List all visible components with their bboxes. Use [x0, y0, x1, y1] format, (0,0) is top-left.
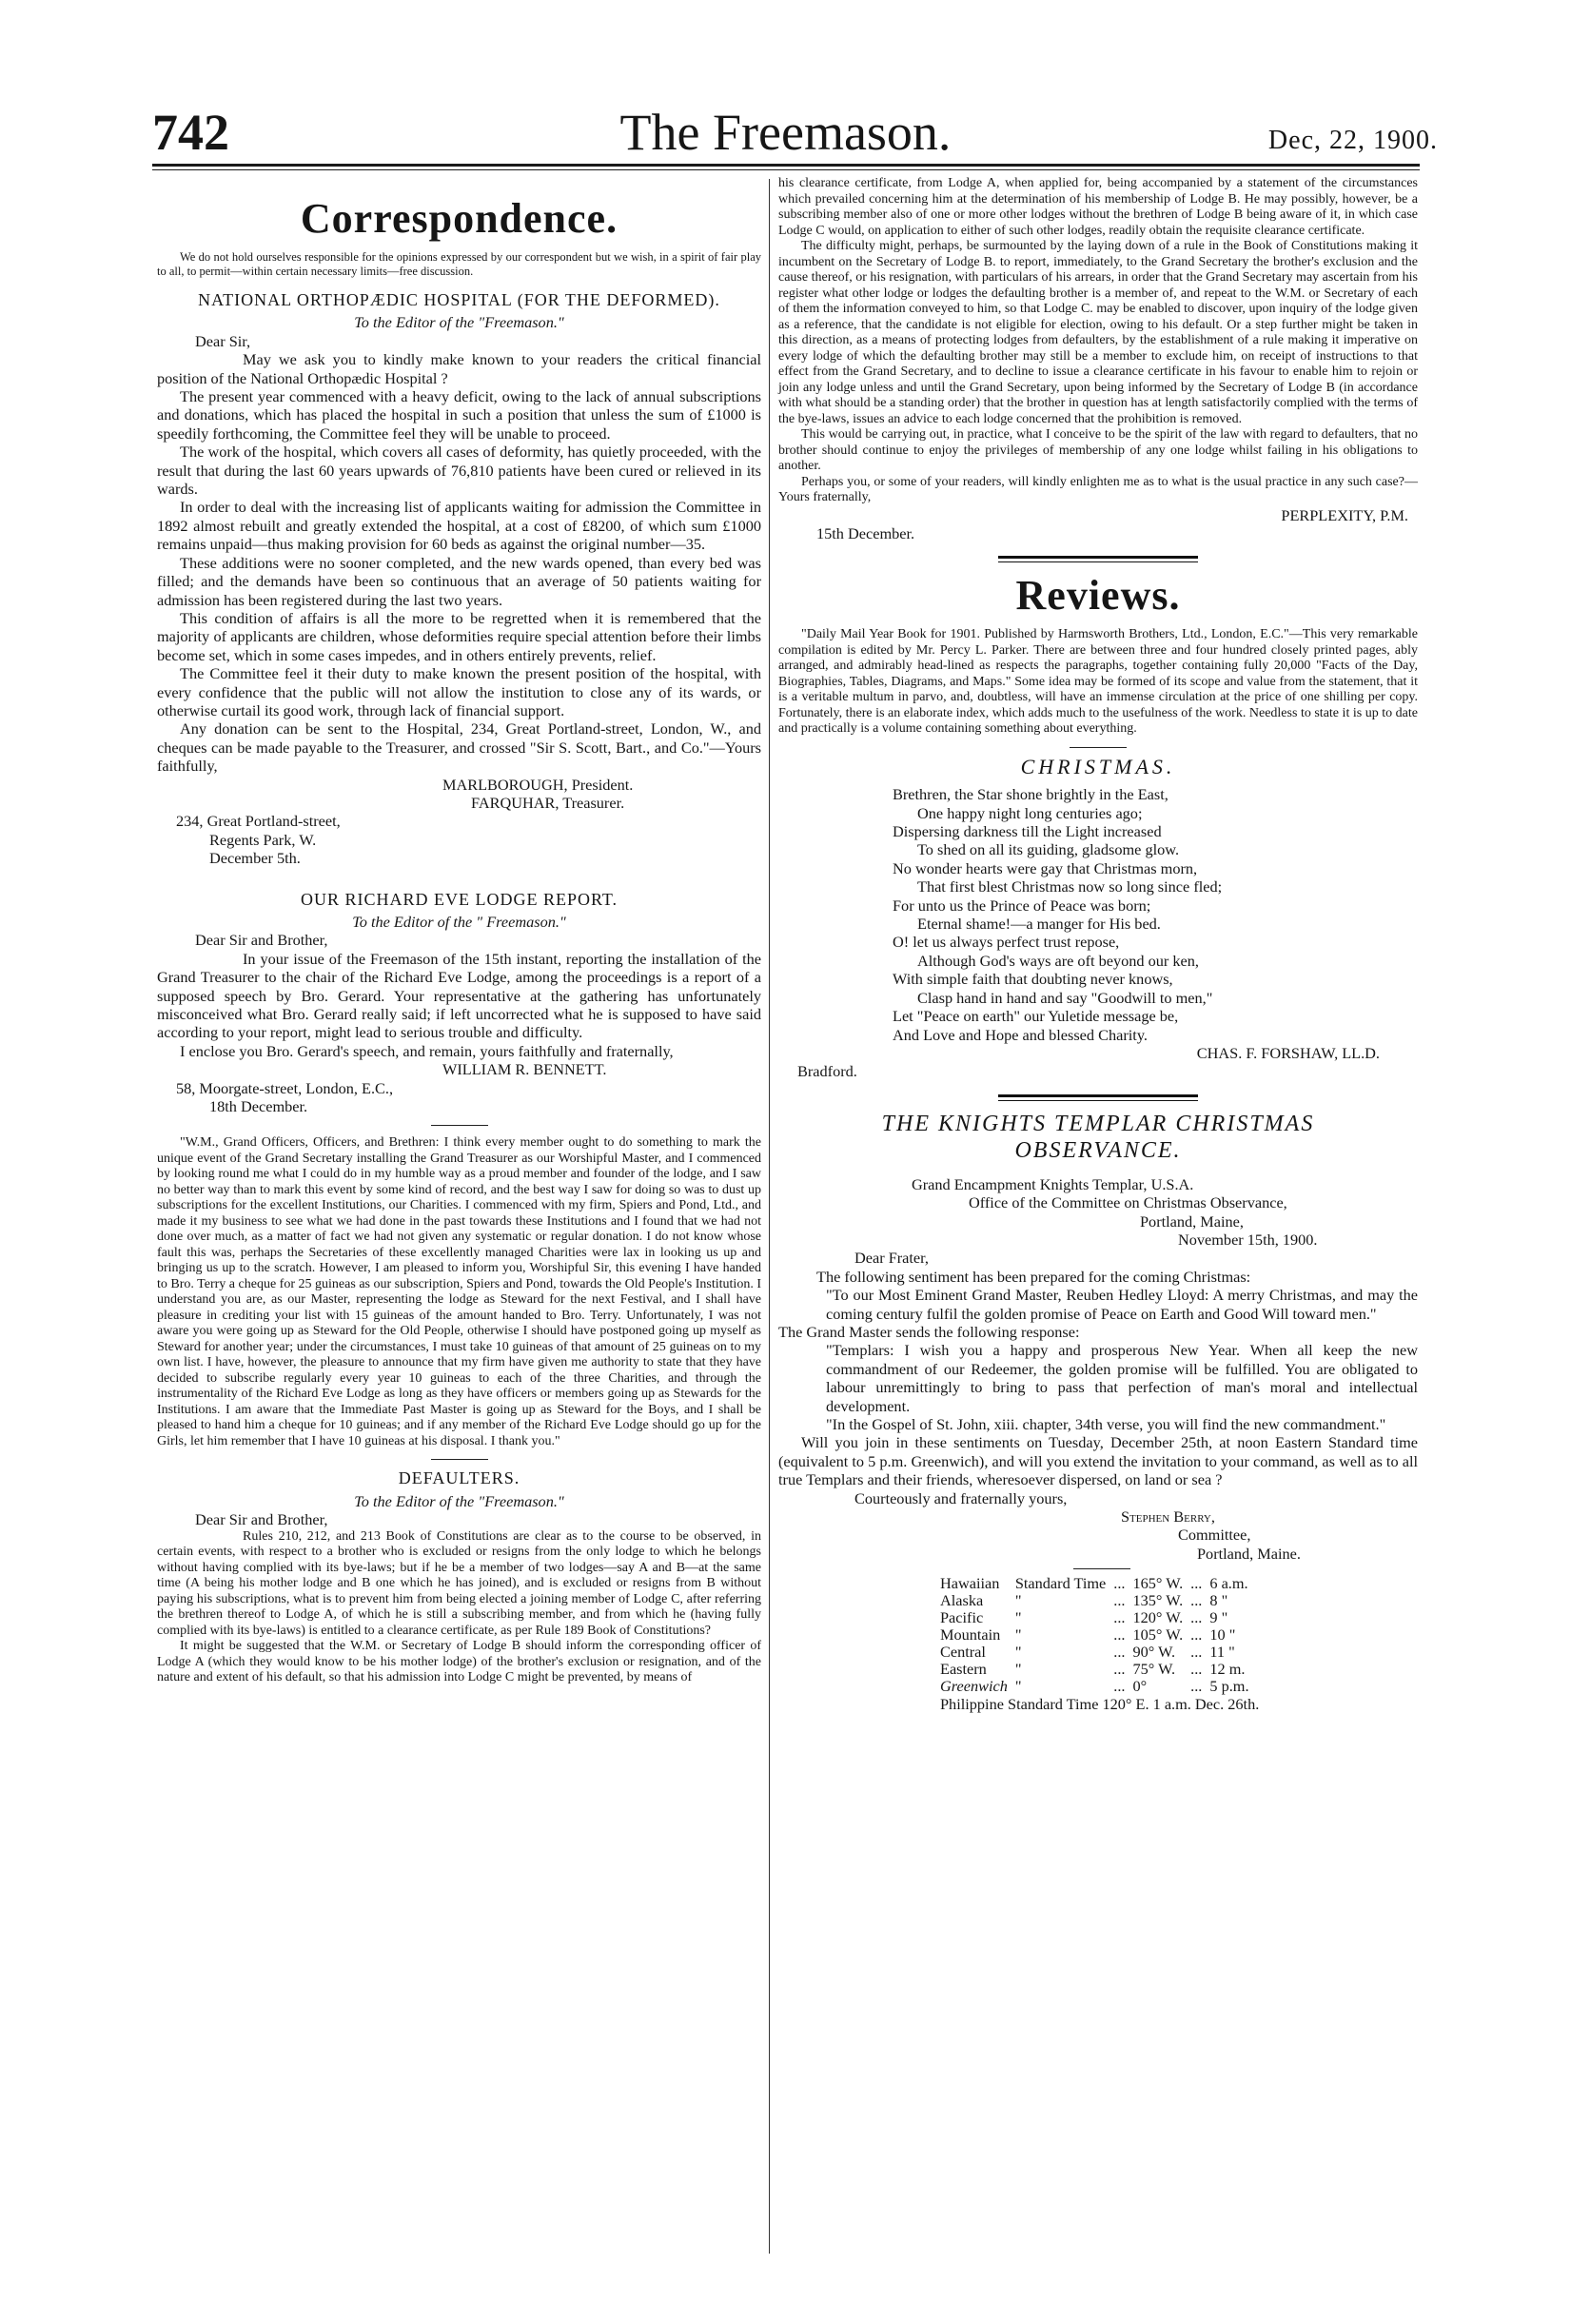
letter-date: November 15th, 1900.	[1178, 1230, 1318, 1249]
leader-dots: ...	[1113, 1643, 1126, 1662]
header-rule-thin	[152, 169, 1420, 170]
time-zone-rows	[940, 1575, 1257, 1695]
poem	[778, 785, 1418, 1044]
poem-author: CHAS. F. FORSHAW, LL.D.	[1196, 1043, 1380, 1062]
leader-dots: ...	[1113, 1608, 1126, 1627]
leader-dots: ...	[1113, 1660, 1126, 1679]
leader-dots: ...	[1113, 1591, 1126, 1610]
time-zone-label: "	[1014, 1643, 1022, 1662]
quote: "To our Most Eminent Grand Master, Reuben Hedley Lloyd: A merry Christmas, and may the coming century fulfil the golden promise of Peace on Earth and Good Will toward men."	[826, 1286, 1418, 1323]
quote: "In the Gospel of St. John, xiii. chapter, 34th verse, you will find the new commandment."	[826, 1415, 1386, 1433]
time-zone-row	[940, 1592, 1257, 1609]
poem-line: With simple faith that doubting never knows,	[893, 970, 1173, 989]
poem-line: That first blest Christmas now so long since fled;	[917, 877, 1223, 896]
column-divider	[769, 179, 770, 2254]
poem-line: For unto us the Prince of Peace was born;	[893, 896, 1151, 915]
poem-line: Eternal shame!—a manger for His bed.	[917, 915, 1161, 934]
time-zone-longitude: 135° W.	[1132, 1591, 1184, 1610]
paragraph: Rules 210, 212, and 213 Book of Constitutions are clear as to the course to be observed, in certain events, with respect to a brother who is excluded or resigns from the only lodge to which he belongs without having complied with its bye-laws; but if he be a member of two lodges—say A and B—at the same time (A being his mother lodge and B one which he has joined), and is excluded or resigns from B without paying his subscriptions, what is to prevent him from being elected a joining member of Lodge C, after referring the brethren thereof to Lodge A, of which he is still a subscribing member, and from which he (having fully complied with its bye-laws) is entitled to a clearance certificate, as per Rule 189 Book of Constitutions?	[157, 1528, 761, 1638]
philippine-time: Philippine Standard Time 120° E. 1 a.m. Dec. 26th.	[940, 1695, 1260, 1714]
time-zone-name: Central	[940, 1643, 986, 1662]
poem-place: Bradford.	[797, 1062, 857, 1081]
section-rule	[431, 1125, 488, 1126]
letter-title: DEFAULTERS.	[398, 1468, 520, 1488]
poem-line: No wonder hearts were gay that Christmas morn,	[893, 858, 1198, 877]
poem-line: O! let us always perfect trust repose,	[893, 933, 1120, 952]
section-rule	[998, 556, 1198, 562]
masthead-title: The Freemason.	[619, 104, 952, 161]
salutation: Dear Frater,	[854, 1249, 929, 1268]
time-zone-label: "	[1014, 1660, 1022, 1679]
time-zone-time: 9 "	[1209, 1608, 1228, 1627]
issue-date: Dec, 22, 1900.	[1267, 126, 1438, 155]
leader-dots: ...	[1190, 1625, 1203, 1645]
right-column	[778, 176, 1418, 1714]
time-zone-time: 8 "	[1209, 1591, 1228, 1610]
poem-line: Dispersing darkness till the Light increased	[893, 822, 1162, 841]
leader-dots: ...	[1113, 1677, 1126, 1696]
paragraph: The difficulty might, perhaps, be surmounted by the laying down of a rule in the Book of Constitutions making it incumbent on the Secretary of Lodge B. to report, immediately, to the Grand Secretary the brother's exclusion and the cause thereof, or his resignation, with particulars of his arrears, in order that the Grand Secretary may ascertain from his register what other lodge or lodges the defaulting brother is a member of, and repeat to the W.M. or Secretary of each of them the information conveyed to him, so that Lodge C. may be enabled to discover, upon inquiry of the lodge given as a reference, that the candidate is not eligible for election, owing to his default. Or a step further might be taken in this direction, as a means of protecting lodges from defaulters, by the establishment of a rule making it imperative on every lodge of which the defaulting brother may still be a member to exclude him, on receipt of instructions to that effect from the Grand Secretary, and to decline to issue a clearance certificate in his favour to enable him to rejoin or join any lodge unless and until the Grand Secretary, upon being informed by the Secretary of Lodge B (in accordance with what should be a standing order) that the brother in question has at length satisfactorily complied with the terms of the bye-laws, issues an advice to each lodge concerned that the prohibition is removed.	[778, 239, 1418, 426]
letter-addressee: To the Editor of the " Freemason."	[352, 913, 566, 931]
signature: WILLIAM R. BENNETT.	[442, 1060, 607, 1079]
time-zone-time: 10 "	[1209, 1625, 1236, 1645]
poem-line: Brethren, the Star shone brightly in the East,	[893, 785, 1168, 804]
time-zone-name: Mountain	[940, 1625, 1001, 1645]
poem-line: Let "Peace on earth" our Yuletide message be,	[893, 1007, 1179, 1026]
paragraph: This would be carrying out, in practice, what I conceive to be the spirit of the law with regard to defaulters, that no brother should continue to enjoy the privileges of membership of any one lodge whilst failing in his obligations to another.	[778, 427, 1418, 473]
time-zone-row	[940, 1661, 1257, 1678]
paragraph: These additions were no sooner completed, and the new wards opened, than every bed was filled; and the demands have been so continuous that an average of 50 patients waiting for admission has been registered during the last two years.	[157, 553, 761, 609]
time-zone-time: 11 "	[1209, 1643, 1235, 1662]
salutation: Dear Sir,	[195, 331, 251, 350]
time-zone-longitude: 165° W.	[1132, 1574, 1184, 1593]
poem-line: And Love and Hope and blessed Charity.	[893, 1025, 1148, 1044]
editorial-disclaimer: We do not hold ourselves responsible for the opinions expressed by our correspondent but we wish, in a spirit of fair play to all, to permit—within certain necessary limits—free discussion.	[157, 250, 761, 278]
letter-title: NATIONAL ORTHOPÆDIC HOSPITAL (FOR THE DEFORMED).	[198, 290, 720, 309]
time-zone-row	[940, 1678, 1257, 1695]
paragraph: In order to deal with the increasing list of applicants waiting for admission the Committee in 1892 almost rebuilt and greatly extended the hospital, at a cost of £8200, of which sum £1000 remains unpaid—thus making provision for 60 beds as against the original number—35.	[157, 498, 761, 554]
office: Office of the Committee on Christmas Observance,	[969, 1193, 1287, 1212]
letter-date: 15th December.	[816, 523, 915, 542]
poem-line: Clasp hand in hand and say "Goodwill to men,"	[917, 988, 1213, 1007]
article-title	[778, 1111, 1418, 1164]
time-zone-longitude: 120° W.	[1132, 1608, 1184, 1627]
paragraph: Perhaps you, or some of your readers, will kindly enlighten me as to what is the usual practice in any such case?—Yours fraternally,	[778, 474, 1418, 504]
poem-line: One happy night long centuries ago;	[917, 803, 1143, 822]
paragraph: The Grand Master sends the following response:	[778, 1322, 1080, 1341]
address-line: 58, Moorgate-street, London, E.C.,	[176, 1078, 394, 1097]
paragraph: May we ask you to kindly make known to your readers the critical financial position of the National Orthopædic Hospital ?	[157, 350, 761, 387]
article-title-line: THE KNIGHTS TEMPLAR CHRISTMAS	[881, 1111, 1315, 1136]
letter-addressee: To the Editor of the "Freemason."	[354, 1491, 564, 1510]
time-zone-label: "	[1014, 1591, 1022, 1610]
header-rule	[152, 164, 1420, 167]
closing: Courteously and fraternally yours,	[854, 1488, 1068, 1507]
time-zone-row	[940, 1644, 1257, 1661]
address-line: Regents Park, W.	[209, 830, 317, 849]
paragraph: The work of the hospital, which covers all cases of deformity, has quietly proceeded, with the result that during the last 60 years upwards of 76,810 patients have been cured or relieved in its wards.	[157, 443, 761, 499]
leader-dots: ...	[1190, 1677, 1203, 1696]
paragraph: Any donation can be sent to the Hospital, 234, Great Portland-street, London, W., and cheques can be made payable to the Treasurer, and crossed "Sir S. Scott, Bart., and Co."—Yours faithfully,	[157, 719, 761, 776]
paragraph: The present year commenced with a heavy deficit, owing to the lack of annual subscriptions and donations, which has placed the hospital in such a position that unless the sum of £1000 is speedily forthcoming, the Committee feel they will be unable to proceed.	[157, 387, 761, 443]
leader-dots: ...	[1190, 1643, 1203, 1662]
leader-dots: ...	[1190, 1660, 1203, 1679]
leader-dots: ...	[1190, 1591, 1203, 1610]
signature: FARQUHAR, Treasurer.	[471, 793, 625, 812]
time-zone-name: Greenwich	[940, 1677, 1008, 1696]
signature-role: Committee,	[1178, 1526, 1251, 1545]
salutation: Dear Sir and Brother,	[195, 931, 328, 950]
poem-title: CHRISTMAS.	[1020, 754, 1176, 778]
address-line: 18th December.	[209, 1097, 308, 1116]
correspondence-heading: Correspondence.	[300, 195, 619, 242]
review-text: "Daily Mail Year Book for 1901. Published by Harmsworth Brothers, Ltd., London, E.C."—This very remarkable compilation is edited by Mr. Percy L. Parker. There are between three and four hundred closely printed pages, ably arranged, and admirably head-lined as respects the paragraphs, together containing fully 20,000 "Facts of the Day, Biographies, Tables, Diagrams, and Maps." Some idea may be formed of its scope and value from the statement, that it is a veritable multum in parvo, and, doubtless, will have an immense circulation at the price of one shilling per copy. Fortunately, there is an elaborate index, which adds much to the usefulness of the work. Needless to state it is up to date and practically is a volume containing something about everything.	[778, 627, 1418, 737]
speech-text: "W.M., Grand Officers, Officers, and Brethren: I think every member ought to do something to mark the unique event of the Grand Secretary installing the Grand Treasurer as our Worshipful Master, and I commenced by looking round me what I could do in my humble way as a proud member and founder of the lodge, and I saw no better way than to mark this event by some kind of record, and the best way I saw for doing so was to dust up subscriptions for the excellent Institutions, our Charities. I commenced with my firm, Spiers and Pond, Ltd., and made it my business to see what we had done in the past towards these Institutions and I found that we had not done over much, as a matter of fact we had not given any systematic or regular donation. I do not know whose fault this was, perhaps the Secretaries of these excellently managed Charities were lax in looking us up and bringing us up to the scratch. However, I am pleased to inform you, Worshipful Sir, this evening I have handed to Bro. Terry a cheque for 25 guineas as our subscription, Spiers and Pond, towards the Old People's Institution. I understand you are, as our Master, representing the lodge as Steward for the next Festival, and I shall have pleasure in crediting your list with 15 guineas of the amount handed to Bro. Terry. Unfortunately, I was not aware you were going up as Steward for the Old People, otherwise I should have postponed going up myself as Steward for another year; under the circumstances, I must take 10 guineas of that amount of 25 guineas on to my own list. I have, however, the pleasure to announce that my firm have given me authority to state that they have decided to subscribe regularly every year 10 guineas to each of the three Charities, and through the instrumentality of the Richard Eve Lodge as long as they have officers or members going up as Stewards for the Institutions. I am aware that the Immediate Past Master is going up as Steward for the Boys, and I shall be pleased to hand him a cheque for 10 guineas; and if any member of the Richard Eve Lodge should go up for the Girls, let him remember that I have 10 guineas at his disposal. I thank you."	[157, 1135, 761, 1448]
time-zone-row	[940, 1575, 1257, 1592]
address-line: 234, Great Portland-street,	[176, 812, 341, 831]
time-zone-label: Standard Time	[1014, 1574, 1107, 1593]
section-rule	[431, 1459, 488, 1460]
time-zone-name: Eastern	[940, 1660, 987, 1679]
place: Portland, Maine,	[1140, 1211, 1244, 1231]
time-zone-time: 12 m.	[1209, 1660, 1246, 1679]
organisation: Grand Encampment Knights Templar, U.S.A.	[912, 1174, 1194, 1193]
time-zone-table	[940, 1575, 1257, 1695]
paragraph: The following sentiment has been prepared for the coming Christmas:	[816, 1267, 1251, 1286]
leader-dots: ...	[1113, 1574, 1126, 1593]
poem-line: Although God's ways are oft beyond our ken,	[917, 951, 1199, 970]
time-zone-label: "	[1014, 1608, 1022, 1627]
section-rule	[1073, 1568, 1130, 1569]
time-zone-name: Pacific	[940, 1608, 984, 1627]
signature-place: Portland, Maine.	[1197, 1544, 1301, 1563]
paragraph: Will you join in these sentiments on Tuesday, December 25th, at noon Eastern Standard time (equivalent to 5 p.m. Greenwich), and will you extend the invitation to your command, as well as to all true Templars and their friends, wheresoever dispersed, on land or sea ?	[778, 1433, 1418, 1489]
time-zone-longitude: 90° W.	[1132, 1643, 1176, 1662]
time-zone-time: 6 a.m.	[1209, 1574, 1248, 1593]
salutation: Dear Sir and Brother,	[195, 1510, 328, 1529]
address-line: December 5th.	[209, 849, 301, 868]
paragraph: In your issue of the Freemason of the 15th instant, reporting the installation of the Grand Treasurer to the chair of the Richard Eve Lodge, among the proceedings is a report of a supposed speech by Bro. Gerard. Your representative at the gathering has unfortunately misconceived what Bro. Gerard really said; if left uncorrected what he is supposed to have said according to your report, might lead to serious trouble and difficulty.	[157, 949, 761, 1042]
time-zone-label: "	[1014, 1625, 1022, 1645]
left-column	[157, 176, 761, 1686]
time-zone-longitude: 0°	[1132, 1677, 1148, 1696]
leader-dots: ...	[1190, 1574, 1203, 1593]
time-zone-label: "	[1014, 1677, 1022, 1696]
section-rule	[998, 1094, 1198, 1101]
time-zone-time: 5 p.m.	[1209, 1677, 1249, 1696]
time-zone-row	[940, 1626, 1257, 1644]
paragraph: The Committee feel it their duty to make known the present position of the hospital, with every confidence that the public will not allow the institution to close any of its wards, or otherwise curtail its good work, through lack of financial support.	[157, 664, 761, 719]
time-zone-longitude: 105° W.	[1132, 1625, 1184, 1645]
leader-dots: ...	[1113, 1625, 1126, 1645]
reviews-heading: Reviews.	[1015, 572, 1181, 620]
poem-line: To shed on all its guiding, gladsome glow.	[917, 840, 1180, 859]
page-number: 742	[152, 104, 229, 161]
letter-title: OUR RICHARD EVE LODGE REPORT.	[300, 889, 619, 909]
paragraph: I enclose you Bro. Gerard's speech, and remain, yours faithfully and fraternally,	[180, 1041, 674, 1060]
article-title-line: OBSERVANCE.	[1014, 1137, 1182, 1163]
time-zone-row	[940, 1609, 1257, 1626]
leader-dots: ...	[1190, 1608, 1203, 1627]
paragraph: his clearance certificate, from Lodge A, when applied for, being accompanied by a statement of the circumstances which prevailed concerning him at the determination of his membership of Lodge B. He may possibly, however, be a subscribing member also of one or more other lodges without the brethren of Lodge B being aware of it, in which case Lodge C would, on application to either of such other lodges, readily obtain the requisite clearance certificate.	[778, 176, 1418, 238]
signature: MARLBOROUGH, President.	[442, 775, 634, 794]
paragraph: This condition of affairs is all the more to be regretted when it is remembered that the majority of applicants are children, whose deformities require special attention before their limbs become set, which in some cases impedes, and in others entirely prevents, relief.	[157, 608, 761, 664]
letter-addressee: To the Editor of the "Freemason."	[354, 313, 564, 332]
signature: Stephen Berry,	[1121, 1507, 1215, 1526]
section-rule	[1070, 747, 1127, 748]
signature: PERPLEXITY, P.M.	[1281, 505, 1408, 524]
time-zone-longitude: 75° W.	[1132, 1660, 1176, 1679]
time-zone-name: Hawaiian	[940, 1574, 1000, 1593]
time-zone-name: Alaska	[940, 1591, 984, 1610]
paragraph: It might be suggested that the W.M. or Secretary of Lodge B should inform the corresponding officer of Lodge A (which they would know to be his mother lodge) of the brother's exclusion or resignation, and of the nature and extent of his default, so that his admission into Lodge C might be prevented, by means of	[157, 1639, 761, 1685]
quote: "Templars: I wish you a happy and prosperous New Year. When all keep the new commandment of our Redeemer, the golden promise will be fulfilled. You are obligated to labour unremittingly to bring to pass that perfection of man's moral and intellectual development.	[826, 1341, 1418, 1415]
